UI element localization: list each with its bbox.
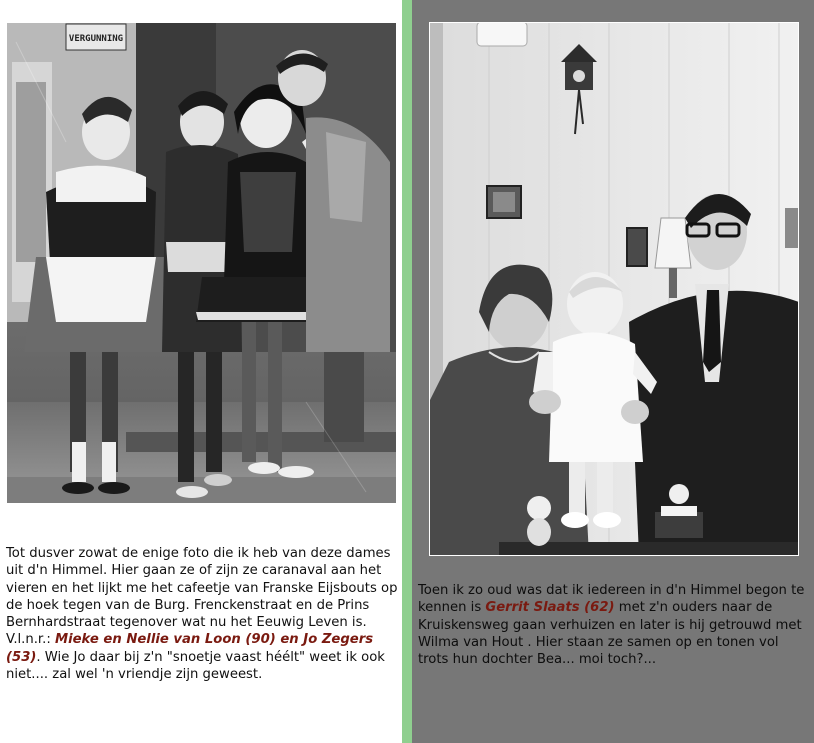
vergunning-sign: VERGUNNING	[68, 34, 124, 44]
caption-name: Gerrit Slaats (62)	[485, 600, 615, 616]
caption-names: Mieke en Nellie van Loon (90) en Jo Zegers (53)	[6, 632, 374, 665]
green-divider	[402, 0, 412, 743]
caption-text: . Wie Jo daar bij z'n "snoetje vaast héélt" weet ik ook niet.... zal wel 'n vriendje zijn geweest.	[6, 649, 385, 683]
carnival-photo	[6, 22, 397, 504]
caption-text: met z'n ouders naar de Kruiskensweg gaan verhuizen en later is hij getrouwd met Wilma van Hout . Hier staan ze samen op en tonen vol trots hun dochter Bea... moi toch?...	[418, 600, 802, 668]
carnival-photo-image	[6, 22, 397, 504]
family-photo	[429, 22, 799, 556]
family-photo-image	[429, 22, 799, 556]
family-photo-caption	[418, 582, 812, 668]
left-panel	[0, 0, 402, 743]
carnival-photo-caption	[6, 545, 400, 683]
caption-text: Tot dusver zowat de enige foto die ik heb van deze dames uit d'n Himmel. Hier gaan ze of zijn ze caranaval aan het vieren en het lijkt me het cafeetje van Franske Eijsbouts op de hoek tegen van de Burg. Frenckenstraat en de Prins Bernhardstraat tegenover wat nu het Eeuwig Leven is. V.l.n.r.:	[6, 546, 398, 648]
caption-text: Toen ik zo oud was dat ik iedereen in d'n Himmel begon te kennen is	[418, 583, 805, 616]
right-panel	[412, 0, 814, 743]
